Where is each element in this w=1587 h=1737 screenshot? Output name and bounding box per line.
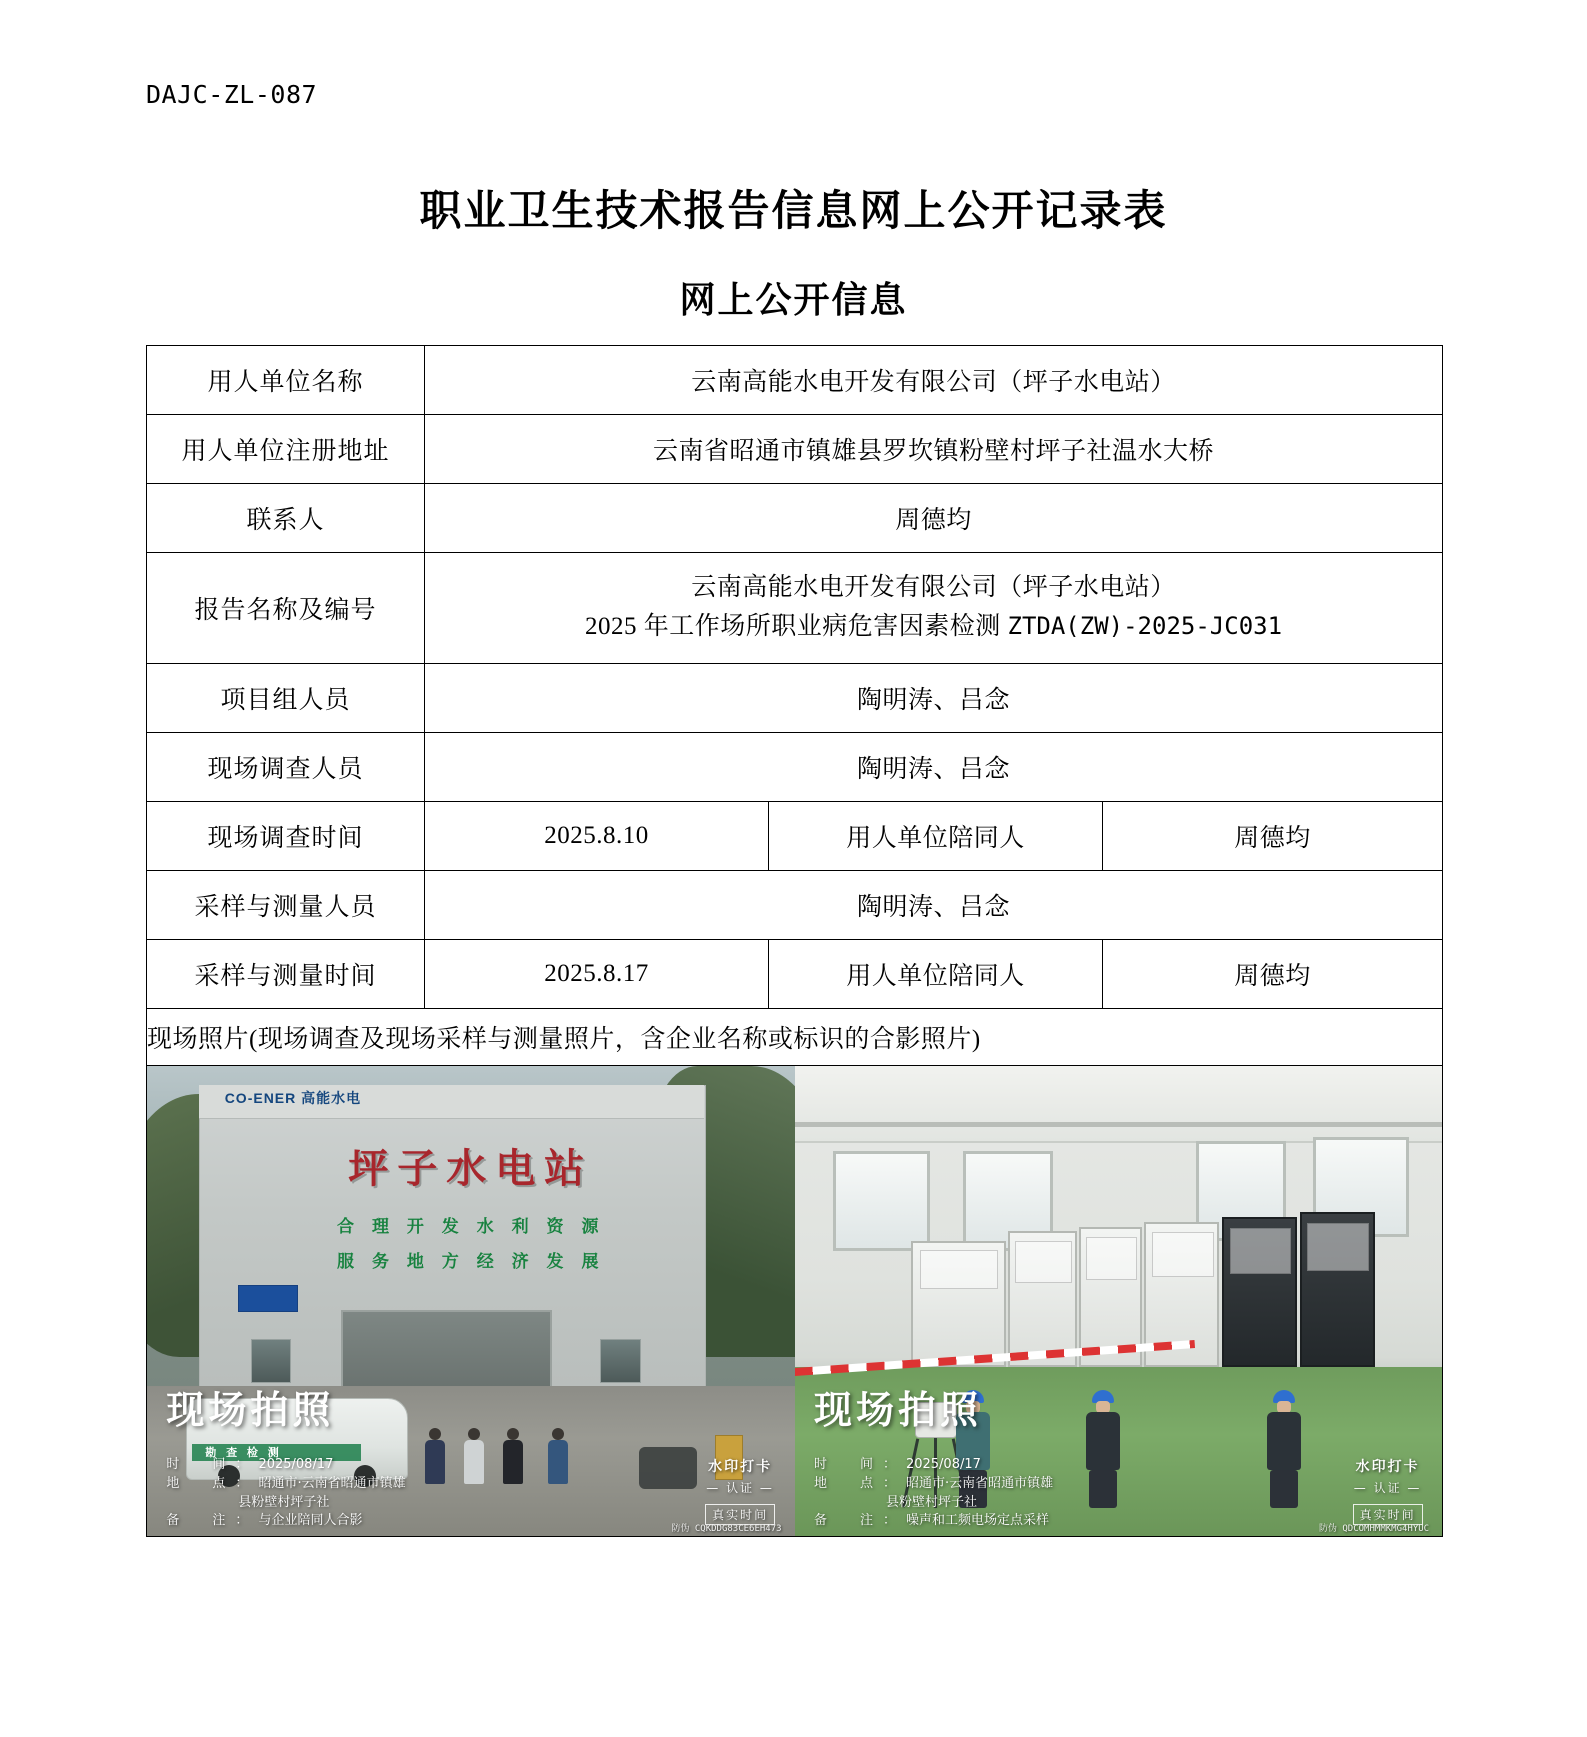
person-3 [503,1428,523,1484]
photo-cell [147,1066,1443,1537]
tripod-leg [934,1438,937,1508]
ceiling [795,1066,1443,1143]
disclosure-table [146,345,1443,1537]
row-value-contact-person: 周德均 [425,484,1443,553]
blue-notice-sign [238,1285,298,1313]
table-row [147,484,1443,553]
photo-section-header: 现场照片(现场调查及现场采样与测量照片，含企业名称或标识的合影照片) [147,1009,1443,1066]
photo-grid [147,1066,1442,1536]
control-cabinet-2 [1008,1231,1077,1367]
report-code: ZTDA(ZW)-2025-JC031 [1007,612,1283,640]
worker-legs [1089,1470,1117,1508]
control-cabinet-6 [1300,1212,1375,1366]
person-head [507,1428,519,1440]
person-1 [425,1428,445,1484]
row-value-survey-time: 2025.8.10 [425,802,769,871]
watermark-title: 现场拍照 [166,1388,335,1433]
van-wheel-rear [354,1465,376,1487]
motorcycle [639,1447,697,1489]
cabinet-panel [1152,1232,1214,1276]
table-row [147,415,1443,484]
person-body [503,1440,523,1484]
watermark-hash: 防伪 QDCOMHMMKMG4HYUC [1318,1524,1430,1535]
watermark-time-label: 时 间： [813,1456,906,1472]
page-title: 职业卫生技术报告信息网上公开记录表 [419,189,1168,235]
yellow-sign-board [715,1435,743,1479]
watermark-place-value-2: 县粉壁村坪子社 [238,1494,330,1510]
table-row [147,871,1443,940]
row-value-project-team: 陶明涛、吕念 [425,664,1443,733]
table-row [147,553,1443,664]
row-value-employer-name: 云南高能水电开发有限公司（坪子水电站） [425,346,1443,415]
table-row [147,802,1443,871]
row-label-sampling-time: 采样与测量时间 [147,940,425,1009]
control-cabinet-5 [1222,1217,1297,1367]
worker-torso [1267,1412,1301,1470]
row-value-sampling-staff: 陶明涛、吕念 [425,871,1443,940]
table-row [147,346,1443,415]
row-label-employer-address: 用人单位注册地址 [147,415,425,484]
watermark-place-value-1: 昭通市·云南省昭通市镇雄 [905,1475,1054,1491]
station-name-sign: 坪子水电站 [348,1145,594,1192]
cabinet-panel [1307,1223,1369,1270]
watermark-badge-line2: — 认证 — [706,1480,774,1495]
person-4 [548,1428,568,1484]
control-cabinet-1 [911,1241,1006,1367]
site-photo-exterior [147,1066,795,1536]
worker-torso [1086,1412,1120,1470]
watermark-place-label: 地 点： [166,1475,259,1491]
person-body [548,1440,568,1484]
report-name-line1: 云南高能水电开发有限公司（坪子水电站） [691,574,1176,602]
person-2 [464,1428,484,1484]
person-body [464,1440,484,1484]
van-wheel-front [218,1465,240,1487]
watermark-note-label: 备 注： [166,1513,259,1529]
watermark-badge-line1: 水印打卡 [708,1458,773,1475]
watermark-time-value: 2025/08/17 [905,1456,981,1472]
document-code: DAJC-ZL-087 [146,80,318,109]
table-row [147,664,1443,733]
watermark-badge-line3: 真实时间 [705,1504,775,1525]
row-value-employer-address: 云南省昭通市镇雄县罗坎镇粉壁村坪子社温水大桥 [425,415,1443,484]
row-label-employer-name: 用人单位名称 [147,346,425,415]
table-row-photos [147,1066,1443,1537]
site-photo-indoor [795,1066,1443,1536]
row-value-survey-staff: 陶明涛、吕念 [425,733,1443,802]
window-1 [833,1151,930,1251]
person-head [429,1428,441,1440]
row-value-report-name [425,553,1443,664]
row-label-sampling-staff: 采样与测量人员 [147,871,425,940]
watermark-badge-line2: — 认证 — [1353,1480,1422,1495]
watermark-hash: 防伪 CQKDDG83CE6EH473 [671,1524,782,1535]
worker-legs [1270,1470,1298,1508]
measurement-instrument [915,1402,957,1438]
watermark-note-label: 备 注： [813,1513,906,1529]
slogan-line-2: 服 务 地 方 经 济 发 展 [337,1251,605,1272]
watermark-place-value-1: 昭通市·云南省昭通市镇雄 [258,1475,406,1491]
row-value-sampling-accompany: 周德均 [1103,940,1443,1009]
company-logo: CO-ENER 高能水电 [224,1089,362,1106]
window-right [600,1339,641,1383]
page-subtitle: 网上公开信息 [679,280,908,320]
row-value-survey-accompany: 周德均 [1103,802,1443,871]
slogan-line-1: 合 理 开 发 水 利 资 源 [337,1216,605,1237]
ceiling-beam [795,1122,1443,1127]
table-row [147,733,1443,802]
cabinet-panel [1086,1237,1137,1280]
cabinet-panel [1230,1228,1292,1274]
worker-torso [956,1412,990,1470]
person-body [425,1440,445,1484]
tripod-leg [901,1438,918,1507]
report-name-line2 [425,608,1442,647]
row-label-survey-time: 现场调查时间 [147,802,425,871]
watermark-title: 现场拍照 [813,1388,982,1433]
row-label-survey-accompany: 用人单位陪同人 [769,802,1103,871]
worker-legs [959,1470,987,1508]
row-value-sampling-time: 2025.8.17 [425,940,769,1009]
worker-3 [1267,1390,1301,1508]
watermark-place-value-2: 县粉壁村坪子社 [885,1494,977,1510]
watermark-time-value: 2025/08/17 [258,1456,334,1472]
person-head [552,1428,564,1440]
row-label-sampling-accompany: 用人单位陪同人 [769,940,1103,1009]
survey-van [186,1398,408,1480]
watermark-time-label: 时 间： [166,1456,259,1472]
person-head [468,1428,480,1440]
row-label-survey-staff: 现场调查人员 [147,733,425,802]
window-left [251,1339,292,1383]
watermark-badge-line1: 水印打卡 [1355,1458,1420,1475]
watermark-note-value: 与企业陪同人合影 [258,1513,363,1529]
cabinet-panel [1015,1241,1071,1282]
row-label-report-name: 报告名称及编号 [147,553,425,664]
watermark-badge-line3: 真实时间 [1353,1504,1423,1525]
table-row [147,940,1443,1009]
worker-1 [956,1390,990,1508]
cabinet-panel [920,1250,998,1289]
worker-2 [1086,1390,1120,1508]
row-label-project-team: 项目组人员 [147,664,425,733]
table-row [147,1009,1443,1066]
row-label-contact-person: 联系人 [147,484,425,553]
report-name-prefix: 2025 年工作场所职业病危害因素检测 [584,613,1001,640]
van-label: 勘 查 检 测 [205,1445,282,1459]
watermark-note-value: 噪声和工频电场定点采样 [905,1513,1049,1529]
watermark-place-label: 地 点： [813,1475,906,1491]
